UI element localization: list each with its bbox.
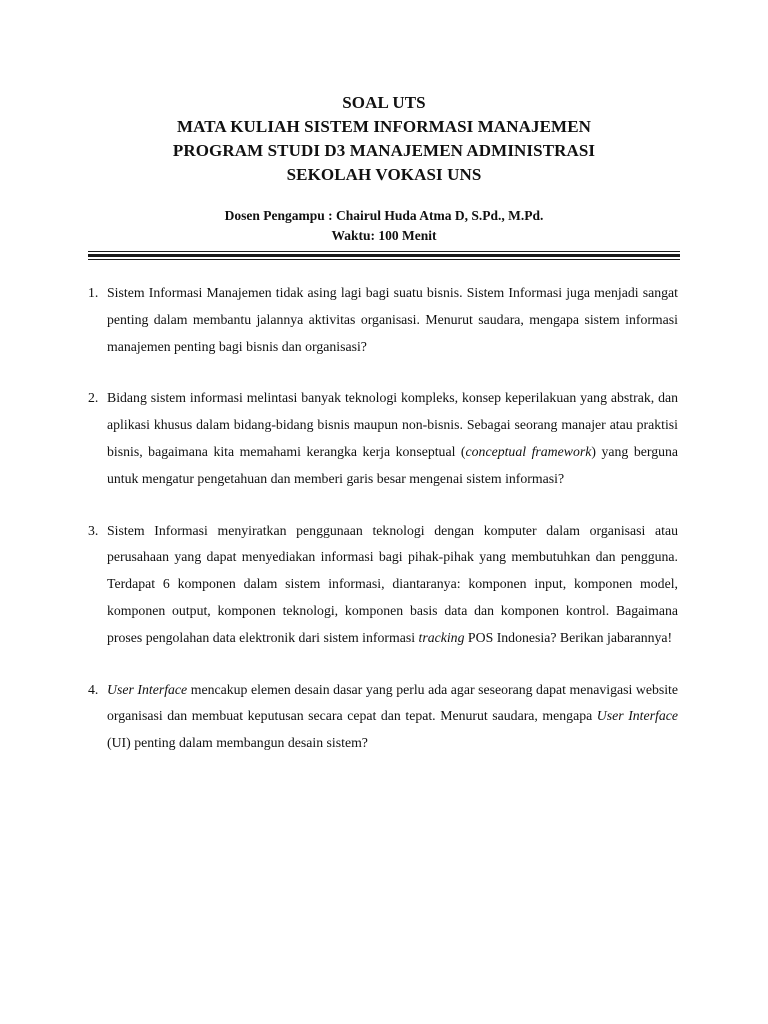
question-number: 2. xyxy=(88,390,99,406)
header-title: SOAL UTS xyxy=(342,93,426,112)
document-header xyxy=(0,91,768,187)
question-list xyxy=(88,280,678,782)
question-text-italic: User Interface xyxy=(596,708,678,724)
question-text-run: ) yang berguna untuk mengatur pengetahuan dan memberi garis besar mengenai sistem informasi? xyxy=(107,443,679,486)
question-text-run: mencakup elemen desain dasar yang perlu ada agar seseorang dapat menavigasi website organisasi dan membuat keputusan secara cepat dan tepat. Menurut saudara, mengapa xyxy=(107,681,679,724)
duration-line: Waktu: 100 Menit xyxy=(331,228,437,243)
question-text xyxy=(107,285,678,354)
question-item xyxy=(88,677,678,757)
question-text xyxy=(107,682,678,751)
question-text-italic: tracking xyxy=(418,629,465,645)
question-text-run: (UI) penting dalam membangun desain sistem? xyxy=(107,735,368,751)
divider-bottom xyxy=(88,259,680,260)
header-school: SEKOLAH VOKASI UNS xyxy=(286,165,482,184)
question-text-run: POS Indonesia? Berikan jabarannya! xyxy=(464,629,673,645)
question-item xyxy=(88,280,678,360)
question-number: 3. xyxy=(88,522,99,538)
question-item xyxy=(88,518,678,652)
question-number: 4. xyxy=(88,681,99,697)
question-text-run: Bidang sistem informasi melintasi banyak teknologi kompleks, konsep keperilakuan yang abstrak, dan aplikasi khusus dalam bidang-bidang bisnis maupun non-bisnis. Sebagai seorang manajer atau praktisi bisnis, bagaimana kita memahami kerangka kerja konseptual ( xyxy=(107,390,678,459)
question-text-italic: User Interface xyxy=(107,681,188,697)
question-number: 1. xyxy=(88,285,99,300)
question-text-run: Sistem Informasi menyiratkan penggunaan teknologi dengan komputer dalam organisasi atau perusahaan yang dapat menyediakan informasi bagi pihak-pihak yang membutuhkan dan pengguna. Terdapat 6 komponen dalam sistem informasi, diantaranya: komponen input, komponen model, komponen output, komponen teknologi, komponen basis data dan komponen kontrol. Bagaimana proses pengolahan data elektronik dari sistem informasi xyxy=(107,522,678,645)
exam-meta xyxy=(0,206,768,246)
question-text-italic: conceptual framework xyxy=(465,443,592,459)
question-text-run: Sistem Informasi Manajemen tidak asing lagi bagi suatu bisnis. Sistem Informasi juga menjadi sangat penting dalam membantu jalannya aktivitas organisasi. Menurut saudara, mengapa sistem informasi manajemen penting bagi bisnis dan organisasi? xyxy=(107,285,678,354)
divider-thick xyxy=(88,254,680,257)
lecturer-line: Dosen Pengampu : Chairul Huda Atma D, S.Pd., M.Pd. xyxy=(224,208,544,223)
header-program: PROGRAM STUDI D3 MANAJEMEN ADMINISTRASI xyxy=(172,141,596,160)
question-item xyxy=(88,385,678,492)
question-text xyxy=(107,390,678,485)
header-course: MATA KULIAH SISTEM INFORMASI MANAJEMEN xyxy=(176,117,592,136)
divider-top xyxy=(88,251,680,252)
question-text xyxy=(107,523,678,645)
